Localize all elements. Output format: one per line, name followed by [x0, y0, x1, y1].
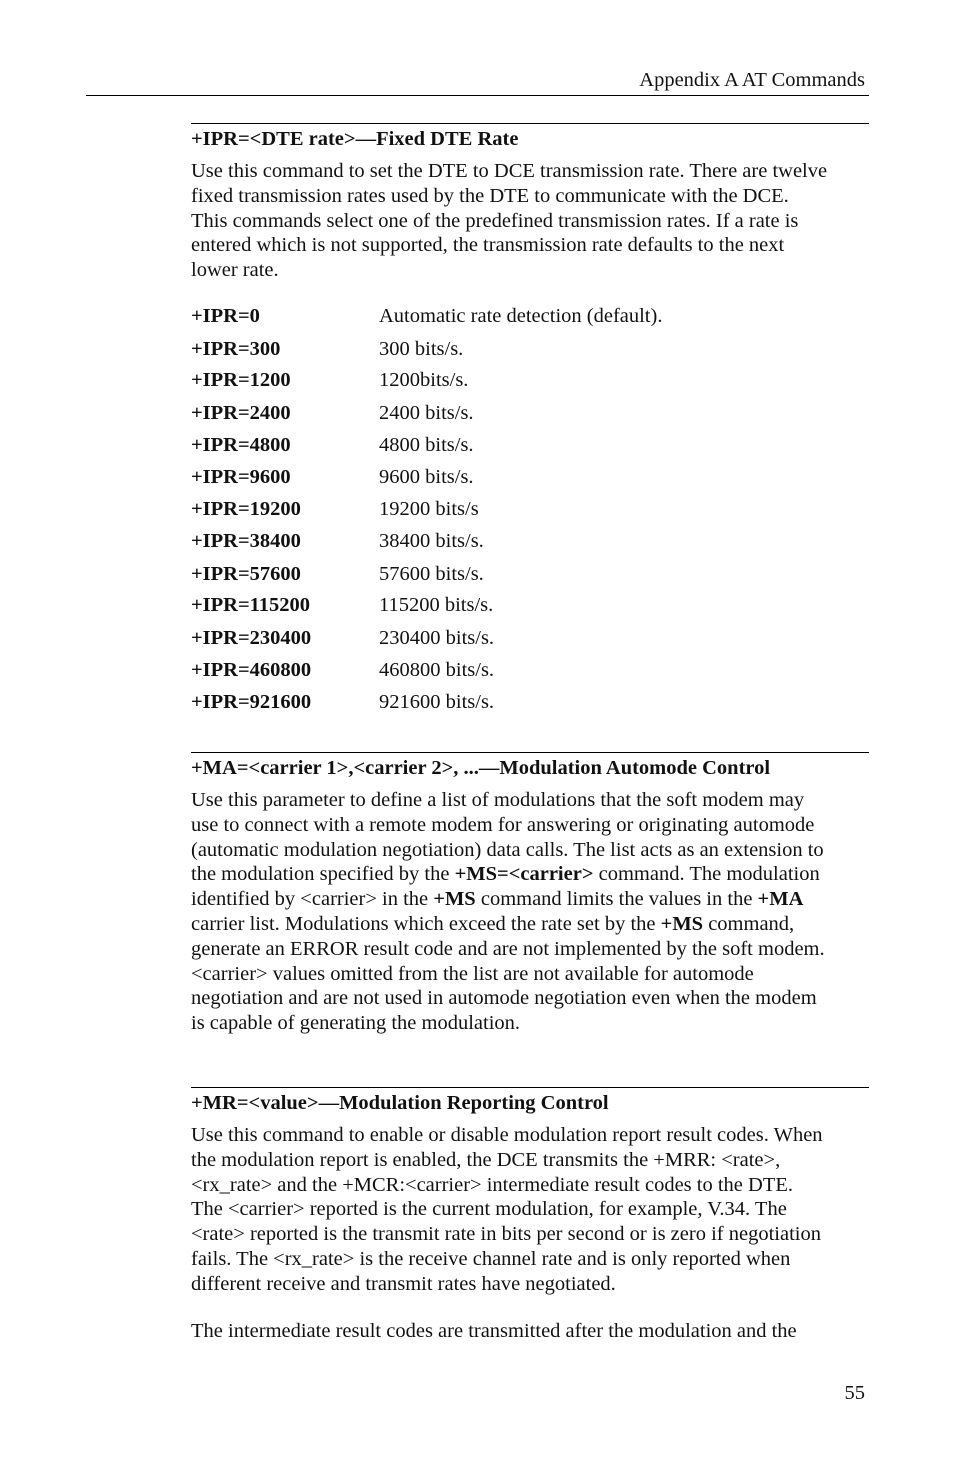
mr-description-line: fails. The <rx_rate> is the receive channel rate and is only reported when: [191, 1247, 791, 1270]
ipr-description-line: This commands select one of the predefined transmission rates. If a rate is: [191, 209, 799, 232]
mr-description-line: <rx_rate> and the +MCR:<carrier> intermediate result codes to the DTE.: [191, 1173, 793, 1196]
ipr-description-line: lower rate.: [191, 259, 279, 282]
ma-description-line: <carrier> values omitted from the list are not available for automode: [191, 962, 754, 985]
ipr-description-line: entered which is not supported, the transmission rate defaults to the next: [191, 234, 785, 257]
ma-description-line: is capable of generating the modulation.: [191, 1012, 521, 1035]
ma-text: command,: [703, 912, 795, 935]
ma-description: [191, 788, 871, 1036]
ipr-rate-command: +IPR=1200: [191, 369, 291, 391]
ipr-rate-description: 1200bits/s.: [379, 369, 469, 391]
ma-text: carrier list. Modulations which exceed the rate set by the: [191, 912, 661, 935]
mr-description-line: The intermediate result codes are transmitted after the modulation and the: [191, 1320, 797, 1342]
ma-text: identified by <carrier> in the: [191, 888, 434, 911]
ipr-rate-description: 300 bits/s.: [379, 338, 464, 360]
ipr-rate-command: +IPR=115200: [191, 594, 311, 616]
mr-description: [191, 1123, 871, 1297]
mr-description-continued: [191, 1319, 871, 1344]
ipr-rate-description: Automatic rate detection (default).: [379, 305, 663, 327]
ipr-rate-command: +IPR=0: [191, 305, 260, 327]
mr-description-line: Use this command to enable or disable modulation report result codes. When: [191, 1124, 823, 1146]
mr-heading: +MR=<value>—Modulation Reporting Control: [191, 1092, 609, 1114]
ma-command-ref: +MS: [433, 888, 476, 911]
ma-section-divider: [191, 752, 869, 753]
ipr-rate-command: +IPR=460800: [191, 659, 312, 681]
ma-description-line: use to connect with a remote modem for answering or originating automode: [191, 813, 815, 836]
ipr-description-line: Use this command to set the DTE to DCE transmission rate. There are twelve: [191, 160, 828, 182]
ipr-rate-command: +IPR=2400: [191, 402, 291, 424]
ipr-section-divider: [191, 123, 869, 124]
mr-description-line: The <carrier> reported is the current modulation, for example, V.34. The: [191, 1198, 787, 1221]
ipr-rate-description: 4800 bits/s.: [379, 434, 474, 456]
ma-description-line: Use this parameter to define a list of modulations that the soft modem may: [191, 789, 805, 811]
ipr-rate-description: 460800 bits/s.: [379, 659, 495, 681]
ipr-rate-command: +IPR=230400: [191, 627, 312, 649]
ipr-rate-description: 57600 bits/s.: [379, 563, 484, 585]
ipr-rate-description: 921600 bits/s.: [379, 691, 495, 713]
ma-command-ref: +MS: [660, 912, 704, 935]
ipr-rate-command: +IPR=38400: [191, 530, 301, 552]
ma-description-line: [191, 862, 871, 887]
ipr-rate-command: +IPR=921600: [191, 691, 312, 713]
mr-description-line: <rate> reported is the transmit rate in bits per second or is zero if negotiation: [191, 1223, 821, 1246]
ipr-rate-description: 9600 bits/s.: [379, 466, 474, 488]
ma-description-line: generate an ERROR result code and are not implemented by the soft modem.: [191, 937, 825, 960]
ipr-rate-command: +IPR=4800: [191, 434, 291, 456]
ma-text: the modulation specified by the: [191, 863, 455, 886]
ipr-rate-command: +IPR=9600: [191, 466, 291, 488]
page-number: 55: [844, 1382, 865, 1404]
mr-description-line: different receive and transmit rates have negotiated.: [191, 1272, 616, 1295]
ma-heading: +MA=<carrier 1>,<carrier 2>, ...—Modulation Automode Control: [191, 757, 771, 779]
ipr-rate-command: +IPR=57600: [191, 563, 301, 585]
ipr-rate-command: +IPR=300: [191, 338, 281, 360]
header-title: Appendix A AT Commands: [639, 69, 865, 91]
ipr-rate-description: 19200 bits/s: [379, 498, 479, 520]
ipr-description-line: fixed transmission rates used by the DTE to communicate with the DCE.: [191, 184, 789, 207]
ma-description-line: negotiation and are not used in automode negotiation even when the modem: [191, 987, 817, 1010]
mr-section-divider: [191, 1087, 869, 1088]
ipr-rate-description: 115200 bits/s.: [379, 594, 494, 616]
ipr-heading: +IPR=<DTE rate>—Fixed DTE Rate: [191, 128, 519, 150]
ma-description-line: (automatic modulation negotiation) data calls. The list acts as an extension to: [191, 838, 824, 861]
ma-text: command. The modulation: [593, 863, 820, 886]
ma-text: command limits the values in the: [475, 888, 758, 911]
ipr-rate-description: 230400 bits/s.: [379, 627, 495, 649]
ipr-rate-description: 2400 bits/s.: [379, 402, 474, 424]
ipr-rate-description: 38400 bits/s.: [379, 530, 484, 552]
ma-description-line: [191, 887, 871, 912]
ipr-description: [191, 159, 871, 283]
ipr-rate-command: +IPR=19200: [191, 498, 301, 520]
ma-command-ref: +MA: [757, 888, 804, 911]
mr-description-line: the modulation report is enabled, the DCE transmits the +MRR: <rate>,: [191, 1148, 781, 1171]
ma-description-line: [191, 912, 871, 937]
header-divider: [86, 95, 869, 96]
ma-command-ref: +MS=<carrier>: [454, 863, 594, 886]
